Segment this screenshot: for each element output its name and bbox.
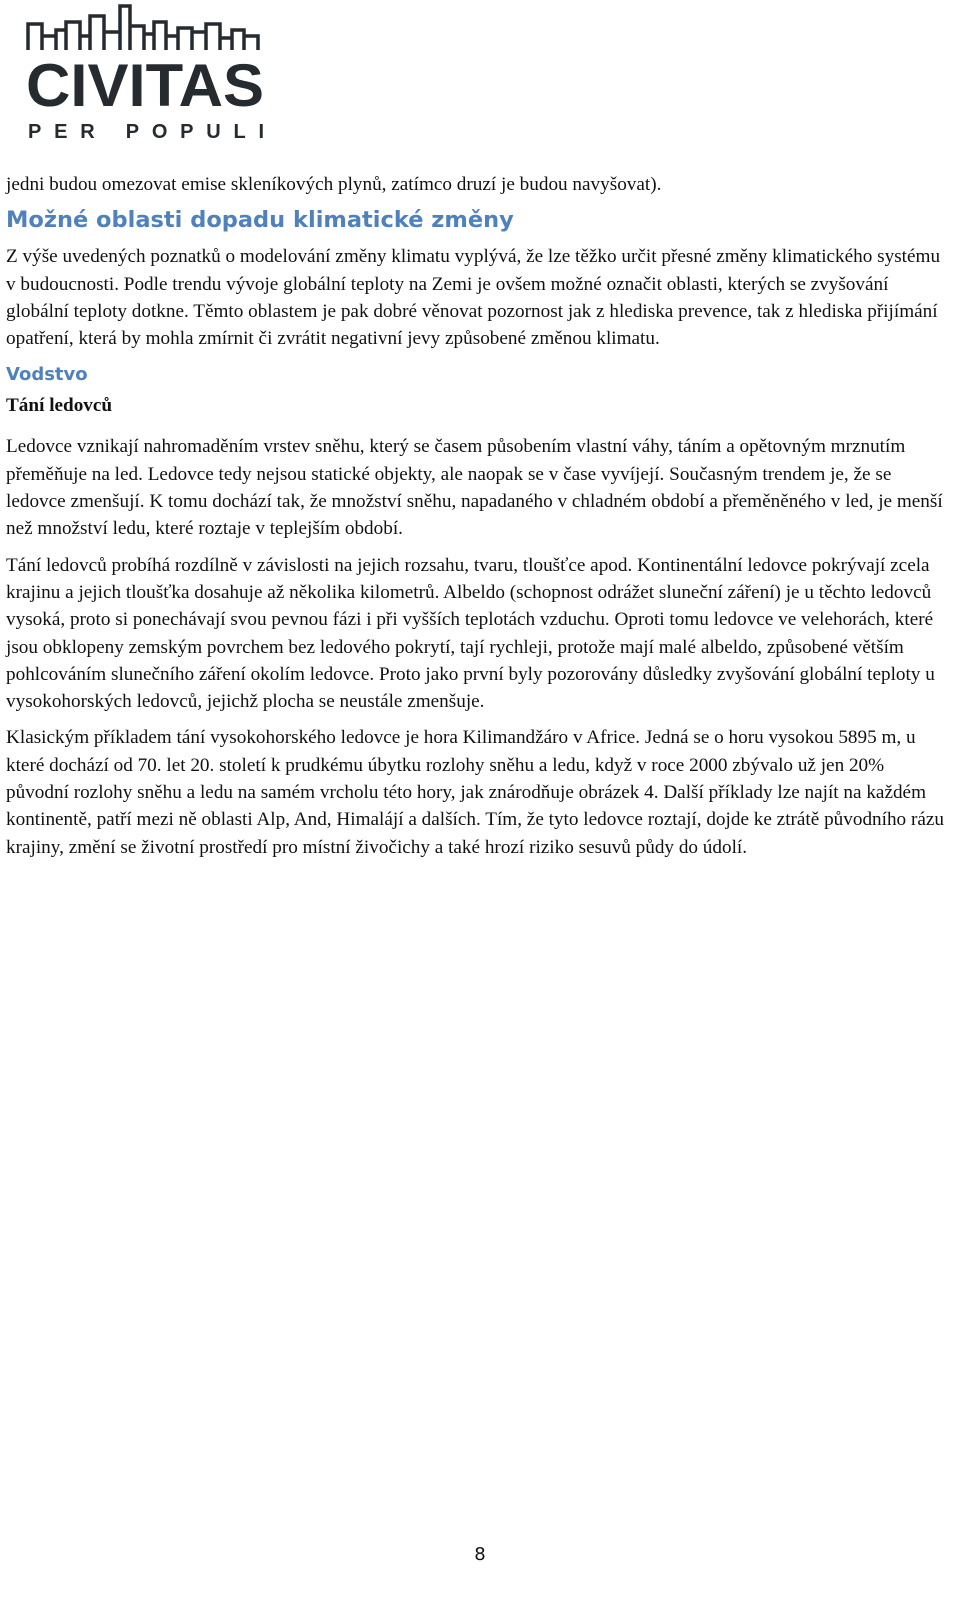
heading-sub: Vodstvo <box>6 364 88 386</box>
paragraph-1: Z výše uvedených poznatků o modelování změny klimatu vyplývá, že lze těžko určit přesné změny klimatického systému v budoucnosti. Podle trendu vývoje globální teploty na Zemi je ovšem možné označit oblasti, kterých se zvyšování globální teploty dotkne. Těmto oblastem je pak dobré věnovat pozornost jak z hlediska prevence, tak z hlediska přijímání opatření, která by mohla zmírnit či zvrátit negativní jevy způsobené změnou klimatu. <box>6 246 941 350</box>
paragraph-4: Klasickým příkladem tání vysokohorského ledovce je hora Kilimandžáro v Africe. Jedná se o horu vysokou 5895 m, u které dochází od 70. let 20. století k prudkému úbytku rozlohy sněhu a ledu, když v roce 2000 zbývalo už jen 20% původní rozlohy sněhu a ledu na samém vrcholu této hory, jak znárodňuje obrázek 4. Další příklady lze najít na každém kontinentě, patří mezi ně oblasti Alp, And, Himalájí a dalších. Tím, že tyto ledovce roztají, dojde ke ztrátě původního rázu krajiny, změní se životní prostředí pro místní živočichy a také hrozí riziko sesuvů půdy do údolí. <box>6 727 944 858</box>
heading-small: Tání ledovců <box>6 395 113 417</box>
paragraph-2: Ledovce vznikají nahromaděním vrstev sněhu, který se časem působením vlastní váhy, táním a opětovným mrznutím přeměňuje na led. Ledovce tedy nejsou statické objekty, ale naopak se v čase vyvíjejí. Současným trendem je, že se ledovce zmenšují. K tomu dochází tak, že množství sněhu, napadaného v chladném období a přeměněného v led, je menší než množství ledu, které roztaje v teplejším období. <box>6 436 943 540</box>
logo-tagline: PER POPULI <box>28 121 264 142</box>
civitas-logo-graphic <box>26 2 276 142</box>
paragraph-3: Tání ledovců probíhá rozdílně v závislosti na jejich rozsahu, tvaru, tloušťce apod. Kontinentální ledovce pokrývají zcela krajinu a jejich tloušťka dosahuje až několika kilometrů. Albeldo (schopnost odrážet sluneční záření) je u těchto ledovců vysoká, proto si ponechávají svou pevnou fázi i při vyšších teplotách vzduchu. Oproti tomu ledovce ve velehorách, které jsou obklopeny zemským povrchem bez ledového pokrytí, tají rychleji, protože mají malé albeldo, způsobené větším pohlcováním slunečního záření okolím ledovce. Proto jako první byly pozorovány důsledky zvyšování globální teploty u vysokohorských ledovců, jejichž plocha se neustále zmenšuje. <box>6 554 935 713</box>
city-skyline-icon <box>28 6 258 50</box>
page-content <box>6 171 946 861</box>
page-number: 8 <box>474 1544 486 1565</box>
paragraph-intro: jedni budou omezovat emise skleníkových plynů, zatímco druzí je budou navyšovat). <box>6 174 662 195</box>
civitas-logo <box>26 2 276 142</box>
heading-main: Možné oblasti dopadu klimatické změny <box>6 207 514 234</box>
logo-wordmark: CIVITAS <box>26 52 264 119</box>
